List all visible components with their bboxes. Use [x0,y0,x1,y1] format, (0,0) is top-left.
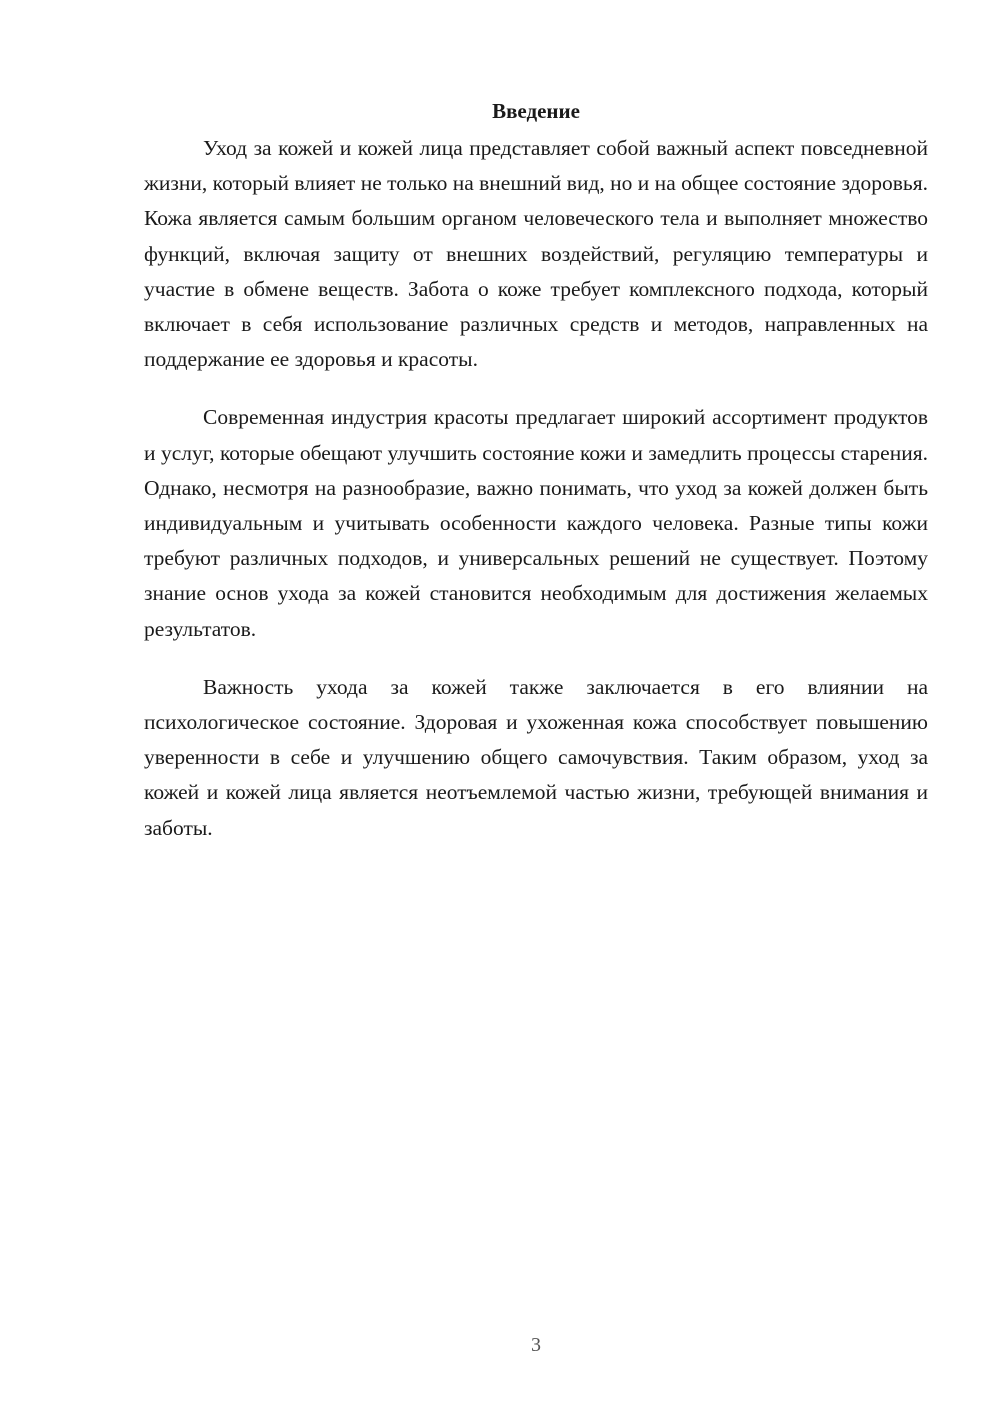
paragraph: Уход за кожей и кожей лица представляет собой важный аспект повседневной жизни, который влияет не только на внешний вид, но и на общее состояние здоровья. Кожа является самым большим органом человеческого тела и выполняет множество функций, включая защиту от внешних воздействий, регуляцию температуры и участие в обмене веществ. Забота о коже требует комплексного подхода, который включает в себя использование различных средств и методов, направленных на поддержание ее здоровья и красоты. [144,136,928,372]
paragraph: Современная индустрия красоты предлагает широкий ассортимент продуктов и услуг, которые обещают улучшить состояние кожи и замедлить процессы старения. Однако, несмотря на разнообразие, важно понимать, что уход за кожей должен быть индивидуальным и учитывать особенности каждого человека. Разные типы кожи требуют различных подходов, и универсальных решений не существует. Поэтому знание основ ухода за кожей становится необходимым для достижения желаемых результатов. [144,405,928,641]
page-content [144,96,928,846]
section-heading: Введение [492,99,580,123]
page-number: 3 [531,1334,541,1356]
paragraph: Важность ухода за кожей также заключается в его влиянии на психологическое состояние. Здоровая и ухоженная кожа способствует повышению уверенности в себе и улучшению общего самочувствия. Таким образом, уход за кожей и кожей лица является неотъемлемой частью жизни, требующей внимания и заботы. [144,674,928,840]
